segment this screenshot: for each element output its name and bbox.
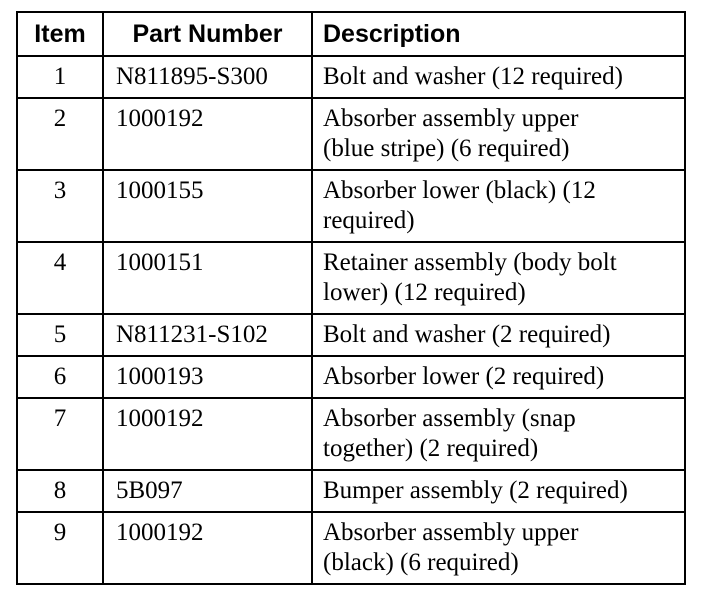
- item-cell: 2: [17, 98, 103, 170]
- item-cell: 9: [17, 512, 103, 584]
- parts-table: [16, 11, 686, 585]
- item-cell: 1: [17, 56, 103, 98]
- header-row: [17, 12, 685, 56]
- part-number-cell: N811231-S102: [103, 314, 312, 356]
- table-row: [17, 170, 685, 242]
- part-number-cell: 1000192: [103, 398, 312, 470]
- table-row: [17, 314, 685, 356]
- item-cell: 5: [17, 314, 103, 356]
- part-number-cell: 1000151: [103, 242, 312, 314]
- table-row: [17, 470, 685, 512]
- table-row: [17, 242, 685, 314]
- header-description: Description: [312, 12, 685, 56]
- table-row: [17, 512, 685, 584]
- description-line: Bumper assembly (2 required): [323, 477, 628, 504]
- description-line: Absorber lower (black) (12: [323, 177, 596, 204]
- table-row: [17, 56, 685, 98]
- table-body: [17, 56, 685, 584]
- item-cell: 3: [17, 170, 103, 242]
- description-line: together) (2 required): [323, 435, 539, 462]
- item-cell: 4: [17, 242, 103, 314]
- description-cell: [312, 170, 685, 242]
- item-cell: 7: [17, 398, 103, 470]
- header-item: Item: [17, 12, 103, 56]
- item-cell: 6: [17, 356, 103, 398]
- description-line: Absorber assembly upper: [323, 519, 579, 546]
- part-number-cell: 1000155: [103, 170, 312, 242]
- description-line: (blue stripe) (6 required): [323, 135, 570, 162]
- description-cell: [312, 56, 685, 98]
- part-number-cell: N811895-S300: [103, 56, 312, 98]
- part-number-cell: 5B097: [103, 470, 312, 512]
- description-cell: [312, 242, 685, 314]
- description-line: Bolt and washer (12 required): [323, 63, 623, 90]
- description-cell: [312, 470, 685, 512]
- description-cell: [312, 398, 685, 470]
- table-row: [17, 98, 685, 170]
- description-line: Bolt and washer (2 required): [323, 321, 611, 348]
- description-line: required): [323, 207, 415, 234]
- header-part-number: Part Number: [103, 12, 312, 56]
- table-row: [17, 356, 685, 398]
- description-line: Absorber assembly upper: [323, 105, 579, 132]
- description-cell: [312, 512, 685, 584]
- item-cell: 8: [17, 470, 103, 512]
- description-line: lower) (12 required): [323, 279, 526, 306]
- part-number-cell: 1000193: [103, 356, 312, 398]
- part-number-cell: 1000192: [103, 98, 312, 170]
- description-cell: [312, 356, 685, 398]
- table-row: [17, 398, 685, 470]
- description-line: Retainer assembly (body bolt: [323, 249, 617, 276]
- description-cell: [312, 314, 685, 356]
- description-line: Absorber lower (2 required): [323, 363, 605, 390]
- description-cell: [312, 98, 685, 170]
- part-number-cell: 1000192: [103, 512, 312, 584]
- description-line: (black) (6 required): [323, 549, 519, 576]
- description-line: Absorber assembly (snap: [323, 405, 576, 432]
